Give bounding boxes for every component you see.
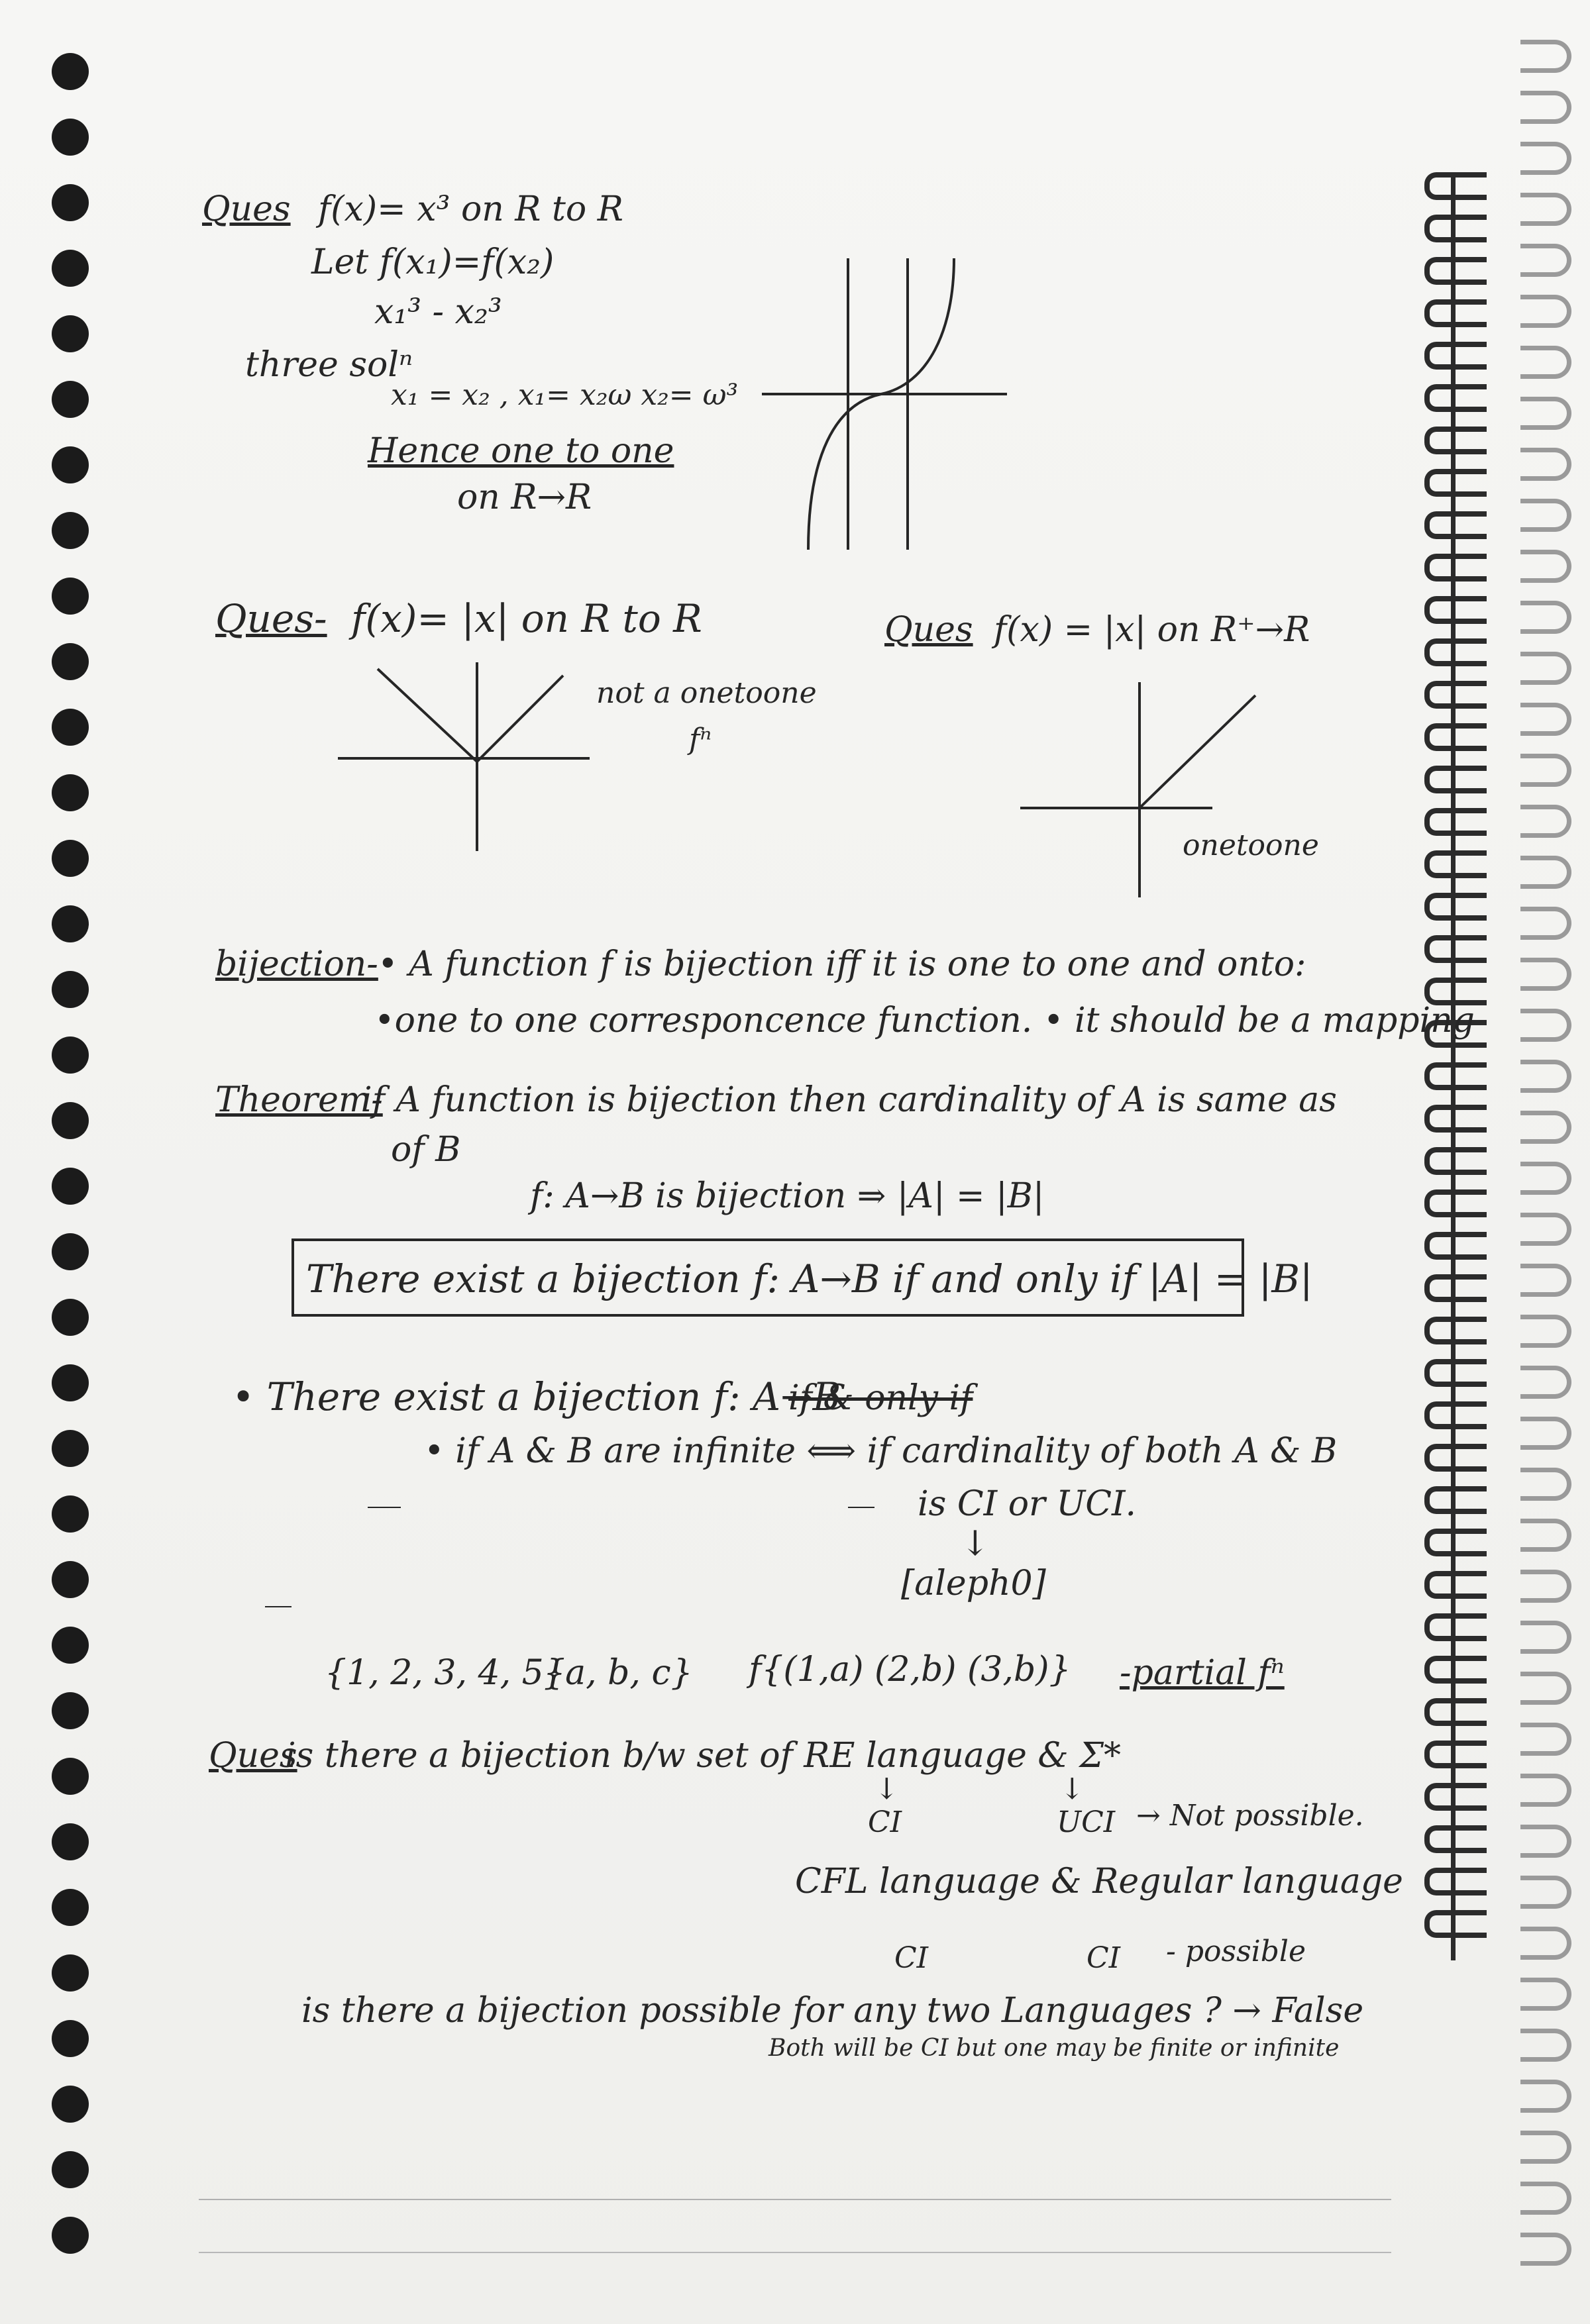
binder-hole <box>52 1561 89 1598</box>
spiral-ring <box>1520 40 1571 73</box>
q4-arrow-uci: ↓ <box>1060 1772 1085 1806</box>
spiral-coil <box>1424 257 1487 285</box>
spiral-coil <box>1424 1613 1487 1641</box>
spiral-ring <box>1520 91 1571 124</box>
spiral-coil <box>1424 1868 1487 1895</box>
binder-hole <box>52 1495 89 1533</box>
binder-hole <box>52 1889 89 1926</box>
bottom-rule <box>199 2199 1391 2200</box>
spiral-coil <box>1424 1274 1487 1302</box>
spiral-ring <box>1520 1213 1571 1246</box>
q4-possible: - possible <box>1166 1935 1306 1968</box>
spiral-ring <box>1520 397 1571 430</box>
exist-line3: is CI or UCI. <box>918 1484 1137 1524</box>
dash-mark <box>368 1507 401 1508</box>
boxed-text: There exist a bijection f: A→B if and only if |A| = |B| <box>306 1256 1313 1301</box>
binder-hole <box>52 774 89 811</box>
spiral-coil <box>1424 1444 1487 1472</box>
binder-hole <box>52 250 89 287</box>
spiral-rings <box>1520 40 1587 2292</box>
binder-hole <box>52 2086 89 2123</box>
q4-reason: Both will be CI but one may be finite or infinite <box>768 2035 1340 2062</box>
binder-hole <box>52 184 89 221</box>
binder-hole <box>52 446 89 483</box>
spiral-coil <box>1424 511 1487 539</box>
bijection-heading: bijection- <box>215 944 378 984</box>
binder-hole <box>52 905 89 942</box>
binder-hole <box>52 1627 89 1664</box>
binder-hole <box>52 1823 89 1860</box>
spiral-ring <box>1520 1315 1571 1348</box>
spiral-coil <box>1424 1147 1487 1175</box>
q1-let: Let f(x₁)=f(x₂) <box>311 242 555 282</box>
binder-hole <box>52 53 89 90</box>
spiral-ring <box>1520 142 1571 175</box>
spiral-ring <box>1520 1519 1571 1552</box>
exist-arrow: ↓ <box>961 1524 990 1564</box>
spiral-ring <box>1520 1723 1571 1756</box>
set-f: f{(1,a) (2,b) (3,b)} <box>749 1650 1071 1690</box>
spiral-ring <box>1520 1417 1571 1450</box>
spiral-ring <box>1520 1621 1571 1654</box>
binder-hole <box>52 2217 89 2254</box>
spiral-coil <box>1424 342 1487 370</box>
abs-graph <box>338 662 603 854</box>
spiral-ring <box>1520 1927 1571 1960</box>
binder-hole <box>52 381 89 418</box>
bottom-rule <box>199 2252 1391 2253</box>
binder-hole <box>52 643 89 680</box>
spiral-ring <box>1520 856 1571 889</box>
set-b: {a, b, c} <box>543 1653 693 1693</box>
binder-hole <box>52 1233 89 1270</box>
q1-hence: Hence one to one <box>368 431 674 471</box>
spiral-coil <box>1424 1486 1487 1514</box>
abs-curve <box>378 669 563 762</box>
spiral-ring <box>1520 346 1571 379</box>
spiral-coil <box>1424 1698 1487 1726</box>
q1-on: on R→R <box>457 478 592 517</box>
spiral-ring <box>1520 1570 1571 1603</box>
spiral-ring <box>1520 295 1571 328</box>
spiral-coil <box>1424 1741 1487 1768</box>
binder-holes <box>52 53 105 2292</box>
spiral-ring <box>1520 805 1571 838</box>
spiral-ring <box>1520 1060 1571 1093</box>
spiral-ring <box>1520 1825 1571 1858</box>
spiral-coil <box>1424 1317 1487 1344</box>
cubic-graph <box>755 245 1020 556</box>
spiral-ring <box>1520 1672 1571 1705</box>
spiral-coil <box>1424 766 1487 793</box>
spiral-coil <box>1424 1232 1487 1260</box>
spiral-binding <box>1424 172 1484 1960</box>
dash-mark <box>848 1507 874 1508</box>
spiral-coil <box>1424 1656 1487 1684</box>
q3-remark: onetoone <box>1183 829 1319 862</box>
binder-hole <box>52 1036 89 1074</box>
spiral-ring <box>1520 2131 1571 2164</box>
spiral-ring <box>1520 2029 1571 2062</box>
spiral-ring <box>1520 703 1571 736</box>
spiral-coil <box>1424 1062 1487 1090</box>
q1-cubes: x₁³ - x₂³ <box>374 292 502 332</box>
spiral-coil <box>1424 638 1487 666</box>
spiral-coil <box>1424 1783 1487 1811</box>
spiral-ring <box>1520 1366 1571 1399</box>
binder-hole <box>52 971 89 1008</box>
binder-hole <box>52 1168 89 1205</box>
q4-final-question: is there a bijection possible for any two Languages ? → False <box>301 1991 1364 2031</box>
spiral-coil <box>1424 215 1487 242</box>
spiral-coil <box>1424 554 1487 581</box>
q4-not-possible: → Not possible. <box>1136 1799 1364 1833</box>
binder-hole <box>52 1102 89 1139</box>
spiral-coil <box>1424 299 1487 327</box>
binder-hole <box>52 512 89 549</box>
set-partial: -partial fⁿ <box>1120 1653 1285 1693</box>
q2-remark-line1: not a onetoone <box>596 676 817 710</box>
q4-statement: is there a bijection b/w set of RE language & Σ* <box>285 1736 1122 1776</box>
spiral-ring <box>1520 499 1571 532</box>
spiral-ring <box>1520 1468 1571 1501</box>
spiral-coil <box>1424 808 1487 836</box>
theorem-line1: if A function is bijection then cardinality of A is same as <box>361 1080 1337 1120</box>
exist-line1: • There exist a bijection f: A→B <box>232 1374 841 1419</box>
spiral-coil <box>1424 469 1487 497</box>
bijection-line2: •one to one corresponcence function. • it should be a mapping <box>374 1001 1475 1040</box>
spiral-ring <box>1520 2233 1571 2266</box>
spiral-ring <box>1520 2182 1571 2215</box>
binder-hole <box>52 1954 89 1992</box>
binder-hole <box>52 578 89 615</box>
spiral-ring <box>1520 550 1571 583</box>
spiral-coil <box>1424 427 1487 454</box>
spiral-ring <box>1520 601 1571 634</box>
q2-label: Ques- <box>215 596 327 641</box>
spiral-coil <box>1424 1571 1487 1599</box>
spiral-coil <box>1424 172 1487 200</box>
q4-arrow-ci: ↓ <box>874 1772 899 1806</box>
q1-solutions: x₁ = x₂ , x₁= x₂ω x₂= ω³ <box>391 378 739 412</box>
spiral-ring <box>1520 652 1571 685</box>
q4-cfl-regular: CFL language & Regular language <box>795 1862 1403 1901</box>
q4-ci-regular: CI <box>1086 1941 1121 1975</box>
spiral-coil <box>1424 893 1487 921</box>
spiral-coil <box>1424 681 1487 709</box>
spiral-coil <box>1424 723 1487 751</box>
spiral-ring <box>1520 1009 1571 1042</box>
q3-statement: f(x) = |x| on R⁺→R <box>994 610 1310 650</box>
dash-mark <box>265 1606 292 1607</box>
spiral-ring <box>1520 958 1571 991</box>
cubic-curve <box>808 258 954 550</box>
q1-three-solutions: three solⁿ <box>245 345 413 385</box>
spiral-coil <box>1424 1401 1487 1429</box>
theorem-formula: f: A→B is bijection ⇒ |A| = |B| <box>530 1176 1045 1216</box>
exist-aleph: [aleph0] <box>901 1564 1046 1603</box>
spiral-coil <box>1424 1825 1487 1853</box>
set-a: {1, 2, 3, 4, 5} <box>325 1653 566 1693</box>
binder-hole <box>52 1758 89 1795</box>
q3-label: Ques <box>884 610 973 650</box>
spiral-ring <box>1520 193 1571 226</box>
spiral-ring <box>1520 448 1571 481</box>
spiral-coil <box>1424 384 1487 412</box>
bijection-line1: • A function f is bijection iff it is one to one and onto: <box>378 944 1306 984</box>
q2-statement: f(x)= |x| on R to R <box>351 596 702 641</box>
spiral-coil <box>1424 935 1487 963</box>
binder-hole <box>52 1430 89 1467</box>
boxed-statement <box>292 1238 1313 1317</box>
binder-hole <box>52 709 89 746</box>
binder-hole <box>52 315 89 352</box>
q2-remark-line2: fⁿ <box>689 723 712 756</box>
spiral-coil <box>1424 1910 1487 1938</box>
binder-hole <box>52 119 89 156</box>
q4-label: Ques <box>209 1736 297 1776</box>
exist-struck: if & only if <box>788 1378 973 1418</box>
q1-statement: f(x)= x³ on R to R <box>318 189 623 229</box>
binder-hole <box>52 2020 89 2057</box>
abs-positive-curve <box>1140 695 1255 808</box>
binder-hole <box>52 840 89 877</box>
theorem-heading: Theorem- <box>215 1080 383 1120</box>
q4-ci: CI <box>868 1805 902 1839</box>
binder-hole <box>52 2151 89 2188</box>
spiral-ring <box>1520 1264 1571 1297</box>
spiral-coil <box>1424 596 1487 624</box>
q1-label: Ques <box>202 189 291 229</box>
spiral-coil <box>1424 1529 1487 1556</box>
spiral-ring <box>1520 1111 1571 1144</box>
theorem-line2: of B <box>391 1130 461 1170</box>
q4-uci: UCI <box>1057 1805 1116 1839</box>
spiral-coil <box>1424 850 1487 878</box>
spiral-ring <box>1520 1978 1571 2011</box>
spiral-ring <box>1520 1876 1571 1909</box>
binder-hole <box>52 1692 89 1729</box>
spiral-ring <box>1520 754 1571 787</box>
spiral-ring <box>1520 1774 1571 1807</box>
spiral-ring <box>1520 2080 1571 2113</box>
spiral-ring <box>1520 1162 1571 1195</box>
spiral-coil <box>1424 1359 1487 1387</box>
spiral-ring <box>1520 244 1571 277</box>
abs-positive-graph <box>1014 676 1279 901</box>
q4-ci-cfl: CI <box>894 1941 929 1975</box>
spiral-coil <box>1424 1189 1487 1217</box>
spiral-ring <box>1520 907 1571 940</box>
binder-hole <box>52 1364 89 1401</box>
exist-line2: • if A & B are infinite ⟺ if cardinality of both A & B <box>424 1431 1338 1471</box>
binder-hole <box>52 1299 89 1336</box>
spiral-coil <box>1424 1105 1487 1133</box>
